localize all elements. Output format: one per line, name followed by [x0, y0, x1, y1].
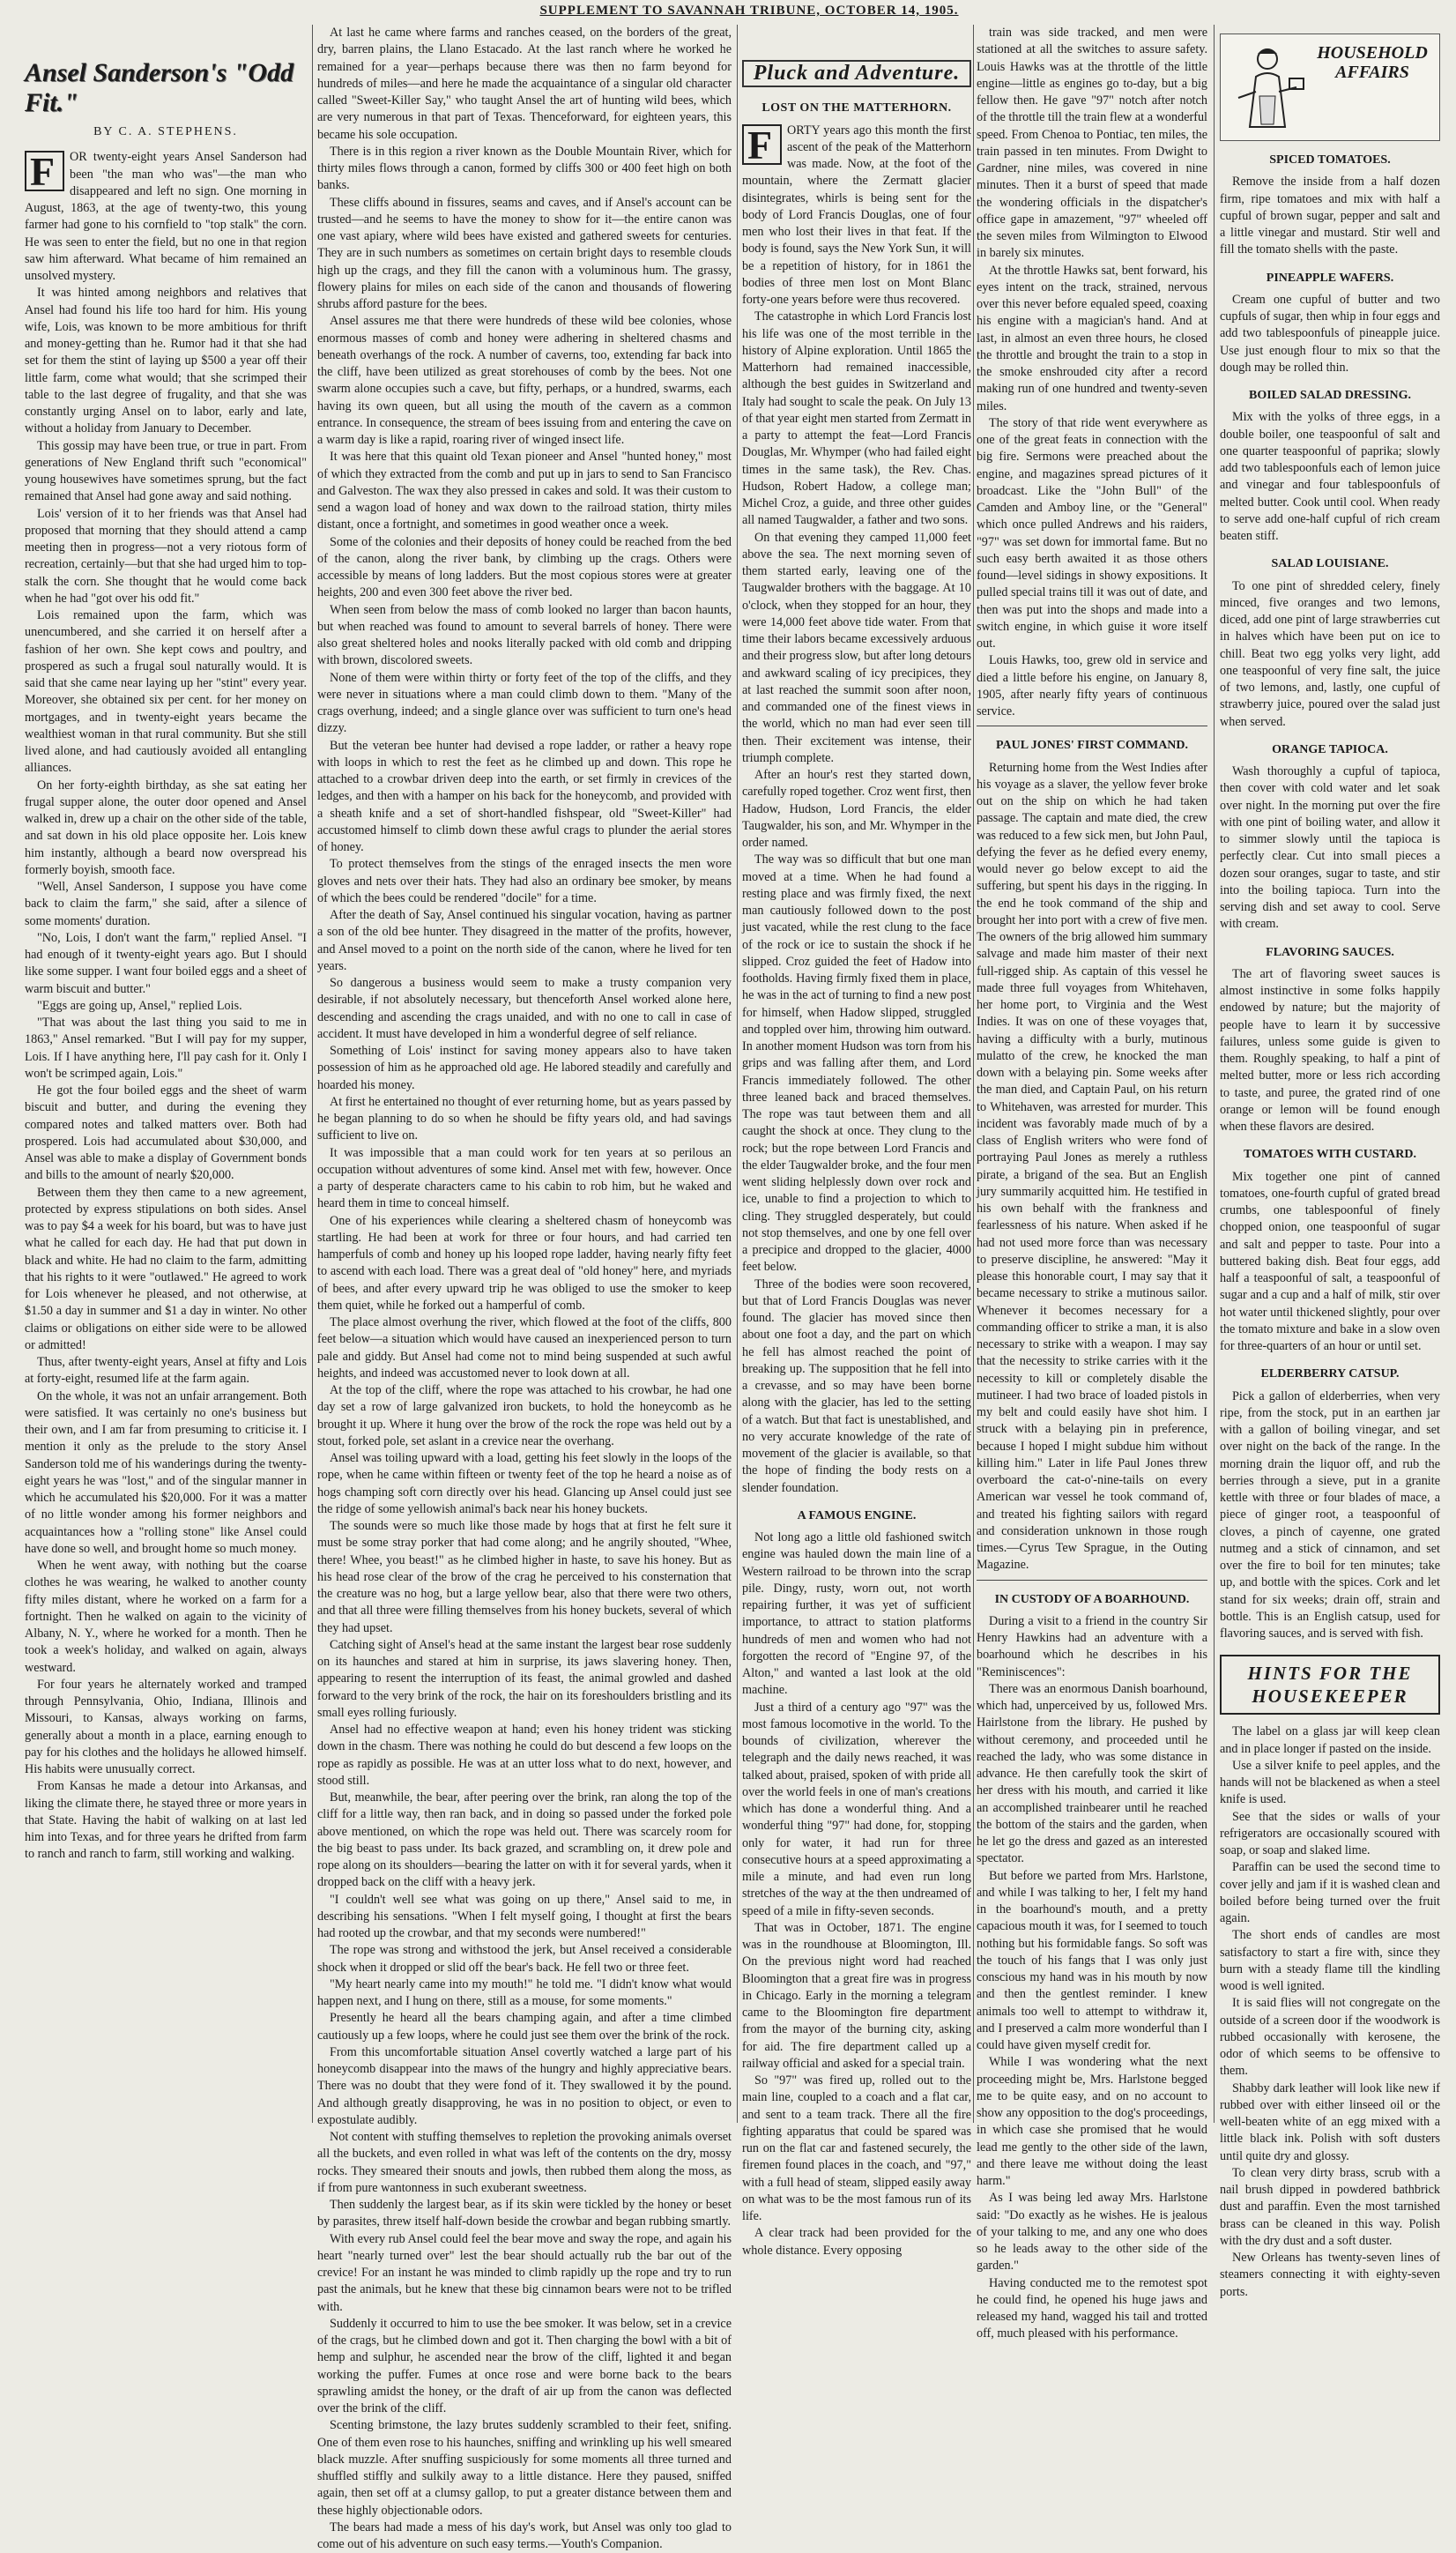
recipe-title: ORANGE TAPIOCA. — [1272, 742, 1388, 756]
article-byline: BY C. A. STEPHENS. — [93, 125, 238, 138]
paragraph: The story of that ride went everywhere as one of the great feats in connection with the big fire. Sermons were preached about the engine, and magazines spread pictures of it broadcast. Like the "John Bull" of the Camden and Amboy line, or the "General" which once pulled Andrews and his raiders, "97" was set down for immortal fame. But no such easy berth awaited it as those others found—level sidings in showy expositions. It pulled special trains till it was out of date, and then was put into the shops and made into a switch engine, in which guise it wore itself out. — [977, 415, 1207, 651]
story-body — [977, 760, 1207, 1574]
paragraph: train was side tracked, and men were stationed at all the switches to assure safety. Louis Hawks was at the throttle of the little engine—little as engines go to-day, but a big fellow then. He gave "97" notch after notch of the throttle till the train flew at a wonderful speed. From Chenoa to Pontiac, ten miles, the train passed in ten minutes. From Dwight to Gardner, nine miles, was covered in nine minutes. Then it a burst of speed that made the wondering officials in the dispatcher's office gape in amazement, "97" wheeled off the seven miles from Wilmington to Elwood in barely six minutes. — [977, 26, 1207, 261]
paragraph: None of them were within thirty or forty feet of the top of the cliffs, and they were never in situations where a man could climb down to them. "Many of the crags overhung, indeed; and a single glance over was sufficient to turn one's head dizzy. — [317, 670, 732, 736]
hints-title-line2: HOUSEKEEPER — [1252, 1686, 1408, 1708]
paragraph: After an hour's rest they started down, carefully roped together. Croz went first, then Hadow, Hudson, Lord Francis, the elder Taugwalder, his son, and Mr. Whymper in the order named. — [742, 768, 971, 850]
paragraph: On that evening they camped 11,000 feet above the sea. The next morning seven of them started early, leaving one of the Taugwalder brothers with the baggage. At 10 o'clock, when they stopped for an hour, they were 14,000 feet above tide water. From that time their labors became excessively arduous and their progress slow, but after long detours and awkward scaling of icy precipices, they at last reached the summit soon after noon, and commanded one of the finest views in the world, which no man had ever seen till then. Their excitement was intense, their triumph complete. — [742, 530, 971, 765]
paragraph: Returning home from the West Indies after his voyage as a slaver, the yellow fever broke out on the ship on which he had taken passage. The captain and mate died, the crew was reduced to a few sick men, but John Paul, defying the fever as he defied every enemy, would never go below except to aid the suffering, but spent his days in the rigging. In the end he took command of the ship and brought her into port with a crew of five men. The owners of the brig allowed him summary salvage and made him master of their next full-rigged ship. As captain of this vessel he made three full voyages from Whitehaven, her home port, to Virginia and the West Indies. It was on one of these voyages that, having a difficulty with a burly, mutinous mulatto of the crew, he knocked the man down with a belaying pin. Some weeks after the man died, and Captain Paul, on his return to Whitehaven, was arrested for murder. This incident was favorably made much of by a class of English writers who were fond of portraying Paul Jones as merely a ruthless pirate, a brigand of the sea. But an English jury summarily acquitted him. He testified in his own behalf with the frankness and fearlessness of his nature. When asked if he had not used more force than was necessary to preserve discipline, he answered: "May it please this honorable court, I may say that it became necessary to strike a mutinous sailor. Whenever it becomes necessary for a commanding officer to strike a man, it is also necessary to strike with a weapon. I may say that the necessity to strike carries with it the necessity to kill or completely disable the mutineer. I had two brace of loaded pistols in my belt and could easily have shot him. I struck with a belaying pin in preference, because I hoped I might subdue him without killing him." Later in life Paul Jones threw overboard the cat-o'-nine-tails on every American war vessel he took command of, and treated his fighting sailors with regard and consideration unknown in those rough times.—Cyrus Tew Sprague, in the Outing Magazine. — [977, 760, 1208, 1573]
paragraph — [25, 149, 307, 285]
paragraph: From this uncomfortable situation Ansel covertly watched a large part of his honeycomb disappear into the maws of the hungry and highly appreciative bears. There was no doubt that they were fond of it. They swallowed it by the pound. And although greatly disapproving, he was in no position to object, or even to expostulate audibly. — [317, 2044, 732, 2127]
household-title-line2: AFFAIRS — [1335, 63, 1409, 82]
paragraph: Just a third of a century ago "97" was the most famous locomotive in the world. To the bounds of civilization, wherever the telegraph and the daily news reached, it was talked about, praised, spoken of with pride all over the world feels in one of man's creations which has done a wonderful thing. And a wonderful thing "97" had done, for, stopping only for water, it had run for three consecutive hours at a speed approximating a mile a minute, and had even run long stretches of the way at the then undreamed of speed of a mile in fifty-seven seconds. — [742, 1700, 971, 1918]
paragraph: Catching sight of Ansel's head at the same instant the largest bear rose suddenly on its haunches and stared at him in surprise, its jaws slavering honey. Then, appearing to resent the interruption of its feast, the animal growled and dashed forward to the very brink of the rock, the hair on its foreshoulders bristling and its small eyes rolling furiously. — [317, 1637, 732, 1720]
hint-item: See that the sides or walls of your refrigerators are occasionally scoured with soap, or soap and slaked lime. — [1220, 1809, 1440, 1857]
column-rule — [1214, 25, 1215, 2123]
paragraph: A clear track had been provided for the whole distance. Every opposing — [742, 2226, 971, 2258]
paragraph: So dangerous a business would seem to make a trusty companion very desirable, if not absolutely necessary, but thenceforth Ansel worked alone here, descending and ascending the crags unaided, and with no one to call in case of accident. It must have developed in him a wonderful degree of self reliance. — [317, 976, 732, 1041]
paragraph: Three of the bodies were soon recovered, but that of Lord Francis Douglas was never found. The glacier has moved since then about one foot a day, and the part on which he fell has almost reached the point of breaking up. The supposition that he fell into a crevasse, and so may have been borne along with the glacier, has led to the setting of a watch. But that fact is unestablished, and no very accurate knowledge of the rate of movement of the glacier is available, so that the hope of finding the body rests on a slender foundation. — [742, 1276, 971, 1495]
household-header — [1220, 33, 1440, 141]
story-body — [742, 1530, 971, 2259]
hint-item: The short ends of candles are most satisfactory to start a fire with, since they burn with a steady flame till the kindling wood is well ignited. — [1220, 1928, 1440, 1993]
paragraph: It was here that this quaint old Texan pioneer and Ansel "hunted honey," most of which they extracted from the comb and put up in jars to send to San Francisco and Galveston. The wax they also pressed in cakes and sold. It was their custom to send a wagon load of honey and wax down to the railroad station, thirty miles distant, once a fortnight, and sometimes in good weather once a week. — [317, 450, 732, 532]
household-title-line1: HOUSEHOLD — [1317, 43, 1428, 63]
story-title: A FAMOUS ENGINE. — [797, 1508, 917, 1522]
recipe-title: SPICED TOMATOES. — [1269, 153, 1391, 167]
paragraph: On her forty-eighth birthday, as she sat eating her frugal supper alone, the outer door opened and Ansel walked in, drew up a chair on the other side of the table, and sat down in his old place opposite her. Lois knew him instantly, although a beard now overspread his formerly boyish, smooth face. — [25, 778, 307, 877]
paragraph: From Kansas he made a detour into Arkansas, and liking the climate there, he stayed three or more years in that State. Having the habit of walking on at last led him into Texas, and for three years he drifted from farm to ranch and ranch to farm, still working and walking. — [25, 1779, 307, 1862]
hint-item: Paraffin can be used the second time to cover jelly and jam if it is washed clean and boiled before being turned over the fruit again. — [1220, 1860, 1440, 1925]
paragraph: Between them they then came to a new agreement, protected by express stipulations on both sides. Ansel was to pay $4 a week for his board, but was to have just what he called for each day. He had that put down in black and white. He had no claim to the farm, admitting that his rights to it were "outlawed." He agreed to work for Lois whenever he pleased, and not otherwise, at $1.50 a day in summer and $1 a day in winter. No other claims or obligations on either side were to be allowed or admitted! — [25, 1185, 307, 1352]
paragraph: With every rub Ansel could feel the bear move and sway the rope, and again his heart "nearly turned over" lest the bear should actually rub the bar out of the crevice! For an instant he was minded to climb rapidly up the rope and try to run past the animals, but he knew that these big cinnamon bears were not to be trifled with. — [317, 2231, 732, 2314]
paragraph: At last he came where farms and ranches ceased, on the borders of the great, dry, barren plains, the Llano Estacado. At the last ranch where he worked he remained for a year—perhaps because there was then no farm beyond for hundreds of miles—and here he made the acquaintance of a singular old character called "Sweet-Killer Say," who taught Ansel the art of hunting wild bees, which are very numerous in that part of Texas. Thenceforward, for eighteen years, this became his sole occupation. — [317, 26, 732, 142]
paragraph: Some of the colonies and their deposits of honey could be reached from the bed of the canon, along the river bank, by climbing up the crags. Others were accessible by means of long ladders. But the most copious stores were at greater heights, 200 and even 300 feet above the river bed. — [317, 534, 732, 600]
paragraph: "That was about the last thing you said to me in 1863," Ansel remarked. "But I will pay for my supper, Lois. If I have anything here, I'll pay cash for it. Only I won't be scrimped again, Lois." — [25, 1016, 307, 1081]
paragraph: Not content with stuffing themselves to repletion the provoking animals overset all the buckets, and even rolled in what was left of the contents on the dry, mossy rocks. They smeared their snouts and jowls, then rubbed them along the moss, as if from pure wantonness in such exuberant sweetness. — [317, 2130, 732, 2195]
article-column-2 — [317, 25, 732, 2551]
recipe-text: Pick a gallon of elderberries, when very ripe, from the stock, put in an earthen jar with a gallon of boiling vinegar, and set over night on the back of the range. In the morning drain the liquor off, and rub the berries through a sieve, put in a granite kettle with three or four blades of mace, a piece of ginger root, a teaspoonful of cloves, a pinch of cayenne, one grated nutmeg and a stick of cinnamon, and set over the fire to boil for ten minutes; take up, and bottle with the spices. Cork and let stand for six weeks; drain off, strain and bottle. This is an English catsup, used for flavoring sauces, and is served with fish. — [1220, 1388, 1440, 1641]
recipe-text: Mix with the yolks of three eggs, in a double boiler, one teaspoonful of salt and one quarter teaspoonful of paprika; slowly add two tablespoonfuls each of lemon juice and vinegar and four tablespoonfuls of melted butter. Cook until cool. When ready to serve add one-half cupful of rich cream beaten stiff. — [1220, 410, 1440, 543]
section-title: Pluck and Adventure. — [742, 60, 971, 87]
paragraph: That was in October, 1871. The engine was in the roundhouse at Bloomington, Ill. On the previous night word had reached Bloomington that a great fire was in progress in Chicago. Early in the morning a telegram came to the Bloomington fire department from the mayor of the burning city, asking for aid. The fire department called up a railway official and asked for a special train. — [742, 1920, 971, 2071]
paragraph: Thus, after twenty-eight years, Ansel at fifty and Lois at forty-eight, resumed life at the farm again. — [25, 1355, 307, 1387]
paragraph: Scenting brimstone, the lazy brutes suddenly scrambled to their feet, snifing. One of them even rose to his haunches, sniffing and wrinkling up his well smeared black muzzle. After snuffing suspiciously for some moments all three turned and shuffled stiffly and sulkily away to a little distance. Here they paused, sniffed again, then set off at a clumsy gallop, to put a greater distance between them and these highly objectionable odors. — [317, 2418, 732, 2518]
recipe-title: ELDERBERRY CATSUP. — [1260, 1367, 1400, 1381]
paragraph: The bears had made a mess of his day's work, but Ansel was only too glad to come out of his adventure on such easy terms.—Youth's Companion. — [317, 2520, 732, 2551]
paragraph: One of his experiences while clearing a sheltered chasm of honeycomb was startling. He had been at work for three or four hours, and had carried ten hamperfuls of comb and honey up his looped rope ladder, having nearly fifty feet to ascend with each load. There was a great deal of "old honey" here, and myriads of bees, and after every upward trip he was obliged to use the smoker to keep them quiet, while he forked out a hamperful of comb. — [317, 1213, 732, 1313]
paragraph: There was an enormous Danish boarhound, which had, unperceived by us, followed Mrs. Hairlstone from the library. He pushed by without ceremony, and proceeded until he reached the lady, who was some distance in advance. He then carefully took the skirt of her dress with his mouth, and carried it like an accomplished trainbearer until he reached the bottom of the stairs and the garden, when he let go the dress and gazed as an interested spectator. — [977, 1681, 1207, 1866]
paragraph: At the top of the cliff, where the rope was attached to his crowbar, he had one day set a row of large galvanized iron buckets, to hold the honeycomb as he brought it up. Where it hung over the brow of the rock the rope was held out by a stout, forked pole, set aslant in a crevice near the overhang. — [317, 1383, 732, 1448]
paragraph: Louis Hawks, too, grew old in service and died a little before his engine, on January 8, 1905, after nearly fifty years of continuous service. — [977, 653, 1207, 718]
household-title — [1311, 43, 1434, 82]
paragraph: It was hinted among neighbors and relatives that Ansel had found his life too hard for him. His young wife, Lois, was known to be more ambitious for thrift and money-getting than he. Rumor had it that she had set for them the stint of laying up $500 a year off their little farm, come what would; that she scrimped their table to the last degree of frugality, and that she was constantly urging Ansel on to labor, early and late, without a holiday from January to December. — [25, 286, 307, 436]
column-rule — [312, 25, 313, 2123]
paragraph: There is in this region a river known as the Double Mountain River, which for thirty miles flows through a canon, formed by cliffs 300 or 400 feet high on both banks. — [317, 144, 732, 193]
paragraph: Ansel assures me that there were hundreds of these wild bee colonies, whose enormous masses of comb and honey were adhering in sheltered chasms and beneath overhangs of the rock. A number of caverns, too, extending far back into the cliff, have been utilized as great storehouses of comb by the bees. Not one swarm alone occupies such a cave, but fifty, perhaps, or a hundred, swarms, each having its own queen, but all using the mouth of the cavern as a common entrance. In consequence, the stream of bees issuing from and entering the cave on a warm day is like a rapid, roaring river of winged insect life. — [317, 314, 732, 447]
article-column-1 — [25, 25, 307, 2125]
recipe-title: TOMATOES WITH CUSTARD. — [1244, 1148, 1416, 1162]
hint-item: To clean very dirty brass, scrub with a nail brush dipped in powdered bathbrick dust and paraffin. Even the most tarnished brass can be cleaned in this way. Polish with the dry dust and a soft duster. — [1220, 2165, 1440, 2248]
paragraph: The place almost overhung the river, which flowed at the foot of the cliffs, 800 feet below—a situation which would have caused an inexperienced person to turn pale and giddy. But Ansel had come not to mind being suspended at such awful heights, and indeed was accustomed never to look down at all. — [317, 1315, 732, 1381]
paragraph: At the throttle Hawks sat, bent forward, his eyes intent on the track, strained, nervous over this never before equaled speed, coaxing his engine with a magician's hand. And at last, in almost an even three hours, he closed the throttle and brought the train to a stop in the smoke enshrouded city after a record making run of one hundred and twenty-seven miles. — [977, 263, 1207, 413]
recipe-text: Remove the inside from a half dozen firm, ripe tomatoes and mix with half a cupful of brown sugar, pepper and salt and a little vinegar and mustard. Stir well and fill the tomato shells with the paste. — [1220, 175, 1440, 257]
paragraph: The way was so difficult that but one man moved at a time. When he had found a resting place and was firmly fixed, the next man cautiously followed down to the post just vacated, while the rest clung to the face of the rock or ice to sustain the shock if he slipped. Croz guided the feet of Hadow into footholds. Having firmly fixed them in place, he was in the act of turning to find a new post for himself, when Hadow slipped, struggled and toppled over him, throwing him outward. In another moment Hudson was torn from his grips and was falling after them, and Lord Francis immediately followed. The other three leaned back and braced themselves. The rope was taut between them and all caught the shock at once. They clung to the rock; but the rope between Lord Francis and the elder Taugwalder broke, and the four men went sliding helplessly down over rock and ice, unable to find a projection to which to cling. They struggled desperately, but could not stop themselves, and one by one fell over a precipice and dropped to the glacier, 4000 feet below. — [742, 852, 971, 1275]
paragraph — [742, 123, 971, 309]
paragraph: Having conducted me to the remotest spot he could find, he opened his huge jaws and released my hand, wagged his tail and trotted off, much pleased with his performance. — [977, 2275, 1207, 2341]
paragraph: When seen from below the mass of comb looked no larger than bacon haunts, but when reached was found to amount to several barrels of honey. There were also great sheltered holes and nooks literally packed with old comb and dripping with brown, discolored sweets. — [317, 602, 732, 668]
drop-cap: F — [25, 151, 64, 191]
pluck-column — [742, 25, 972, 2258]
paragraph: "Eggs are going up, Ansel," replied Lois. — [37, 998, 242, 1013]
paragraph: Presently he heard all the bears champing again, and after a time climbed cautiously up a few loops, where he could just see them over the brink of the rock. — [317, 2011, 732, 2043]
story-body — [742, 123, 971, 1497]
paragraph: Something of Lois' instinct for saving money appears also to have taken possession of him as he approached old age. He labored steadily and carefully and hoarded his money. — [317, 1044, 732, 1092]
paragraph: "My heart nearly came into my mouth!" he told me. "I didn't know what would happen next, and I hung on there, still as a mouse, for some moments." — [317, 1976, 732, 2008]
story-title: PAUL JONES' FIRST COMMAND. — [995, 739, 1189, 753]
paragraph: When he went away, with nothing but the coarse clothes he was wearing, he walked to another county fifty miles distant, where he worked on a farm for a fortnight. Then he walked on again to the vicinity of Albany, N. Y., where he worked for a month. Then he took a week's holiday, and walked on again, always westward. — [25, 1559, 307, 1675]
paragraph: The sounds were so much like those made by hogs that at first he felt sure it must be some stray porker that had come along; and he angrily shouted, "Whee, there! Whee, you beast!" as he climbed higher in haste, to save his honey. But as his head rose clear of the brow of the crag he perceived to his consternation that the creature was no hog, but a large yellow bear, also that there were two others, and that all three were filling themselves from his honey buckets, several of which they had upset. — [317, 1519, 732, 1635]
paragraph: To protect themselves from the stings of the enraged insects the men wore gloves and nets over their hats. They had also an ordinary bee smoker, by means of which the bees could be rendered "docile" for a time. — [317, 857, 732, 905]
hint-item: Shabby dark leather will look like new if rubbed over with either linseed oil or the well-beaten white of an egg mixed with a little black ink. Polish with soft dusters until quite dry and glossy. — [1220, 2080, 1440, 2163]
drop-cap: F — [742, 124, 782, 165]
recipe-list — [1220, 152, 1440, 1642]
paragraph: "I couldn't well see what was going on up there," Ansel said to me, in describing his sensations. "When I felt myself going, I thought at first the bears had rooted up the crowbar, and that my seconds were numbered!" — [317, 1892, 732, 1940]
paragraph: On the whole, it was not an unfair arrangement. Both were satisfied. It was certainly no one's business but their own, and I am far from presuming to criticise it. I mention it only as the prelude to the story Ansel Sanderson told me of his wanderings during the twenty-eight years he was "lost," and of the singular manner in which he accumulated his $20,000. For it was a matter of no little wonder among his former neighbors and acquaintances how a "rolling stone" like Ansel could have done so well, and brought home so much money. — [25, 1388, 307, 1556]
paragraph: Suddenly it occurred to him to use the bee smoker. It was below, set in a crevice of the crags, but he climbed down and got it. Then charging the bowl with a bit of hemp and sulphur, he ascended near the brow of the cliff, lighted it and began working the puffer. Fumes at once rose and were borne back to the bears sprawling amidst the honey, or the draft of air up from the canon was deflected over the brink of the cliff. — [317, 2316, 732, 2415]
paragraph: Ansel had no effective weapon at hand; even his honey trident was sticking down in the chasm. There was nothing he could do but descend a few loops on the rope as rapidly as possible. He was at an utter loss what to do next, however, and stood still. — [317, 1723, 732, 1788]
cook-illustration-icon — [1228, 43, 1307, 131]
divider — [977, 1580, 1207, 1581]
hint-item: It is said flies will not congregate on the outside of a screen door if the woodwork is rubbed occasionally with kerosene, the odor of which seems to be offensive to them. — [1220, 1996, 1440, 2079]
recipe-text: The art of flavoring sweet sauces is almost instinctive in some folks happily endowed by nature; but the majority of people have to learn it by successive failures, unless some guide is given to them. Roughly speaking, to half a pint of melted butter, more or less rich according to taste, and puree, the grated rind of one orange or lemon will be found enough when these flavors are desired. — [1220, 966, 1440, 1134]
recipe-title: SALAD LOUISIANE. — [1271, 557, 1389, 571]
paragraph: "Well, Ansel Sanderson, I suppose you have come back to claim the farm," she said, after a silence of some moments' duration. — [25, 880, 307, 928]
paragraph: As I was being led away Mrs. Harlstone said: "Do exactly as he wishes. He is jealous of your talking to me, and any one who does so he leads away to the other side of the garden." — [977, 2191, 1207, 2274]
paragraph: This gossip may have been true, or true in part. From generations of New England thrift such "economical" young housewives have sometimes sprung, but the fact remained that Ansel had gone away and said nothing. — [25, 438, 307, 504]
paragraph: It was impossible that a man could work for ten years at so perilous an occupation without adventures of some kind. Ansel met with few, however. Once a party of desperate characters came to his cabin to rob him, but he waked and heard them in time to conceal himself. — [317, 1145, 732, 1211]
recipe-text: Wash thoroughly a cupful of tapioca, then cover with cold water and let soak over night. In the morning put over the fire with one pint of boiling water, and allow it to simmer slowly until the tapioca is perfectly clear. Cut into small pieces a dozen sour oranges, sugar to taste, and stir into the boiling tapioca. Turn into the serving dish and set away to cool. Serve with cream. — [1220, 764, 1440, 932]
paragraph-text: OR twenty-eight years Ansel Sanderson had been "the man who was"—the man who disappeared and left no sign. One morning in August, 1863, at the age of twenty-two, this young farmer had gone to his cornfield to "top stalk" the corn. He was seen to enter the field, but no one in that region saw him afterward. What became of him remained an unsolved mystery. — [25, 150, 307, 283]
paragraph: Lois' version of it to her friends was that Ansel had proposed that morning that they should attend a camp meeting then in progress—not a very riotous form of recreation, certainly—but that she had urged him to top-stalk the corn. She thought that he would come back when he had "got over his odd fit." — [25, 506, 307, 606]
paragraph: While I was wondering what the next proceeding might be, Mrs. Harlstone begged me to be quite easy, and on no account to show any opposition to the dog's proceedings, in which case she promised that he would lead me gently to the other side of the lawn, and there leave me without doing the least harm." — [977, 2055, 1207, 2188]
hints-title-line1: HINTS FOR THE — [1247, 1663, 1413, 1685]
paragraph: But the veteran bee hunter had devised a rope ladder, or rather a heavy rope with loops in which to rest the feet as he climbed up and down. This rope he attached to a crowbar driven deep into the earth, or set firmly in crevices of the ledges, and then with a hamper on his back for the honeycomb, and provided with a sheath knife and a set of short-handled fishspear, old "Sweet-Killer" had accustomed himself to climb down these awful crags to plunder the aerial stores of honey. — [317, 738, 732, 854]
paragraph: Not long ago a little old fashioned switch engine was hauled down the main line of a Western railroad to be thrown into the scrap pile. Dingy, rusty, worn out, not worth repairing further, it was yet of sufficient importance, to attract to station platforms hundreds of men and women who had not forgotten the record of "Engine 97, of the Alton," and wanted a last look at the old machine. — [742, 1530, 971, 1698]
story-body — [977, 1613, 1207, 2343]
recipe-title: FLAVORING SAUCES. — [1266, 945, 1394, 959]
column-rule — [737, 25, 738, 2123]
paragraph: The catastrophe in which Lord Francis lost his life was one of the most terrible in the history of Alpine exploration. Until 1865 the Matterhorn had remained inaccessible, although the best guides in Switzerland and Italy had sought to scale the peak. On July 13 of that year eight men started from Zermatt in a party to attempt the feat—Lord Francis Douglas, Mr. Whymper (who had failed eight times in the same task), the Rev. Chas. Hudson, Robert Hadow, a college man; Michel Croz, a guide, and three other guides all named Taugwalder, a father and two sons. — [742, 309, 972, 528]
paragraph: So "97" was fired up, rolled out to the main line, coupled to a coach and a flat car, and sent to a team track. There all the fire fighting apparatus that could be spared was run on the flat car and fastened securely, the firemen found places in the coach, and "97," with a full head of steam, slipped easily away on what was to be the most famous run of its life. — [742, 2073, 971, 2223]
paragraph: For four years he alternately worked and tramped through Pennsylvania, Ohio, Indiana, Illinois and Missouri, to Kansas, always working on farms, generally about a month in a place, earning enough to pay for his clothes and the holidays he allowed himself. His habits were unusually correct. — [25, 1677, 307, 1776]
paragraph: These cliffs abound in fissures, seams and caves, and if Ansel's account can be trusted—and he seems to have the money to show for it—the entire canon was one vast apiary, where wild bees have existed and gathered sweets for centuries. They are in such numbers as sometimes on certain bright days to resemble clouds high up the crags, and they fill the canon with a voluminous hum. The grassy, flowery plains for miles on each side of the canon and thousands of flowering shrubs afford pasture for the bees. — [317, 195, 732, 311]
hint-item: New Orleans has twenty-seven lines of steamers connecting it with eighty-seven ports. — [1220, 2251, 1440, 2299]
paragraph: He got the four boiled eggs and the sheet of warm biscuit and butter, and during the evening they compared notes and talked matters over. Both had prospered. Lois had accumulated about $30,000, and Ansel was able to make a display of Government bonds and bills to the amount of nearly $20,000. — [25, 1083, 307, 1183]
recipe-text: Mix together one pint of canned tomatoes, one-fourth cupful of grated bread crumbs, one tablespoonful of finely chopped onion, one teaspoonful of sugar and salt and pepper to taste. Pour into a buttered baking dish. Beat four eggs, add half a teaspoonful of salt, a teaspoonful of sugar and a cup and a half of milk, stir over hot water until thickened slightly, pour over the tomato mixture and bake in a slow oven for three-quarters of an hour or until set. — [1220, 1169, 1440, 1353]
paragraph-text: ORTY years ago this month the first ascent of the peak of the Matterhorn was made. Now, at the foot of the mountain, where the Zermatt glacier disintegrates, whirls is being sent for the body of Lord Francis Douglas, one of four men who lost their lives in that feat. If the body is found, says the New York Sun, it will be a repetition of history, for in 1861 the bodies of three men lost on Mont Blanc forty-one years before were thus recovered. — [742, 123, 971, 307]
paragraph: The rope was strong and withstood the jerk, but Ansel received a considerable shock when it dropped or slid off the bear's back. He fell two or three feet. — [317, 1943, 732, 1975]
story-title: IN CUSTODY OF A BOARHOUND. — [994, 1592, 1190, 1606]
paragraph: "No, Lois, I don't want the farm," replied Ansel. "I had enough of it twenty-eight years ago. But I should like some supper. I want four boiled eggs and a sheet of warm biscuit and butter." — [25, 930, 307, 996]
paragraph: During a visit to a friend in the country Sir Henry Hawkins had an adventure with a boarhound which he describes in his "Reminiscences": — [977, 1613, 1207, 1679]
hint-item: The label on a glass jar will keep clean and in place longer if pasted on the inside. — [1220, 1724, 1440, 1756]
paragraph: Then suddenly the largest bear, as if its skin were tickled by the honey or beset by parasites, threw itself half-down beside the crowbar and began rubbing smartly. — [317, 2198, 732, 2229]
paragraph: At first he entertained no thought of ever returning home, but as years passed by he began planning to do so when he should be fifty years old, and had savings sufficient to live on. — [317, 1094, 732, 1143]
hints-header — [1220, 1655, 1440, 1715]
article-body-col1 — [25, 149, 307, 1863]
column-rule — [973, 25, 974, 2123]
paragraph: But, meanwhile, the bear, after peering over the brink, ran along the top of the cliff for a little way, then ran back, and in doing so passed under the forked pole above mentioned, on which the rope was held out. There was scarcely room for the big beast to pass under. Its back grazed, and scrambling on, it drew pole and rope along on its shoulders—bearing the latter on with it for several yards, when it dropped back on the cliff with a heavy jerk. — [317, 1790, 732, 1890]
recipe-title: PINEAPPLE WAFERS. — [1266, 271, 1394, 285]
recipe-title: BOILED SALAD DRESSING. — [1249, 389, 1411, 402]
article-body-col2 — [317, 25, 732, 2553]
household-column — [1220, 25, 1440, 2299]
paragraph: After the death of Say, Ansel continued his singular vocation, having as partner a son of the old bee hunter. They disagreed in the matter of the profits, however, and Ansel moved to a point on the north side of the canon, where he lived for ten years. — [317, 908, 732, 973]
hint-item: Use a silver knife to peel apples, and the hands will not be blackened as when a steel knife is used. — [1220, 1758, 1440, 1807]
paragraph: Ansel was toiling upward with a load, getting his feet slowly in the loops of the rope, when he came within fifteen or twenty feet of the top he heard a noise as of hogs champing soft corn directly over his head. Glancing up Ansel could just see the ridge of some yellowish animal's back near his honey buckets. — [317, 1451, 732, 1516]
story-body — [977, 25, 1207, 720]
story-title: LOST ON THE MATTERHORN. — [761, 101, 952, 115]
recipe-text: Cream one cupful of butter and two cupfuls of sugar, then whip in four eggs and add two tablespoonfuls of pineapple juice. Use just enough flour to mix so that the dough may be rolled thin. — [1220, 292, 1440, 375]
paragraph: Lois remained upon the farm, which was unencumbered, and she carried it on herself after a fashion of her own. She kept cows and poultry, and prospered as such a frugal soul naturally would. It is said that she came near laying up her "stint" every year. Moreover, she obtained six per cent. for her money on mortgages, and in twenty-eight years became the wealthiest woman in that rural community. But she still lived alone, and had cautiously avoided all entangling alliances. — [25, 608, 307, 776]
recipe-text: To one pint of shredded celery, finely minced, five oranges and two lemons, diced, add one pint of large strawberries cut in halves which have been put on ice to chill. Beat two egg yolks very light, add one teaspoonful of very fine salt, the juice of two lemons, and, lastly, one cupful of strawberry juice, poured over the salad just when served. — [1220, 578, 1440, 729]
hints-list — [1220, 1723, 1440, 2301]
paragraph: But before we parted from Mrs. Harlstone, and while I was talking to her, I felt my hand in the boarhound's mouth, and a pretty capacious mouth it was, for I seemed to touch nothing but his formidable fangs. So soft was the touch of his fangs that I was only just conscious my hand was in his mouth by now and then the gentlest reminder. I knew animals too well to attempt to withdraw it, and I preserved a calm more wonderful than I could have given myself credit for. — [977, 1868, 1207, 2052]
continuation-column — [977, 25, 1208, 2341]
article-title: Ansel Sanderson's "Odd Fit." — [25, 58, 294, 117]
masthead: SUPPLEMENT TO SAVANNAH TRIBUNE, OCTOBER 14, 1905. — [539, 4, 959, 18]
